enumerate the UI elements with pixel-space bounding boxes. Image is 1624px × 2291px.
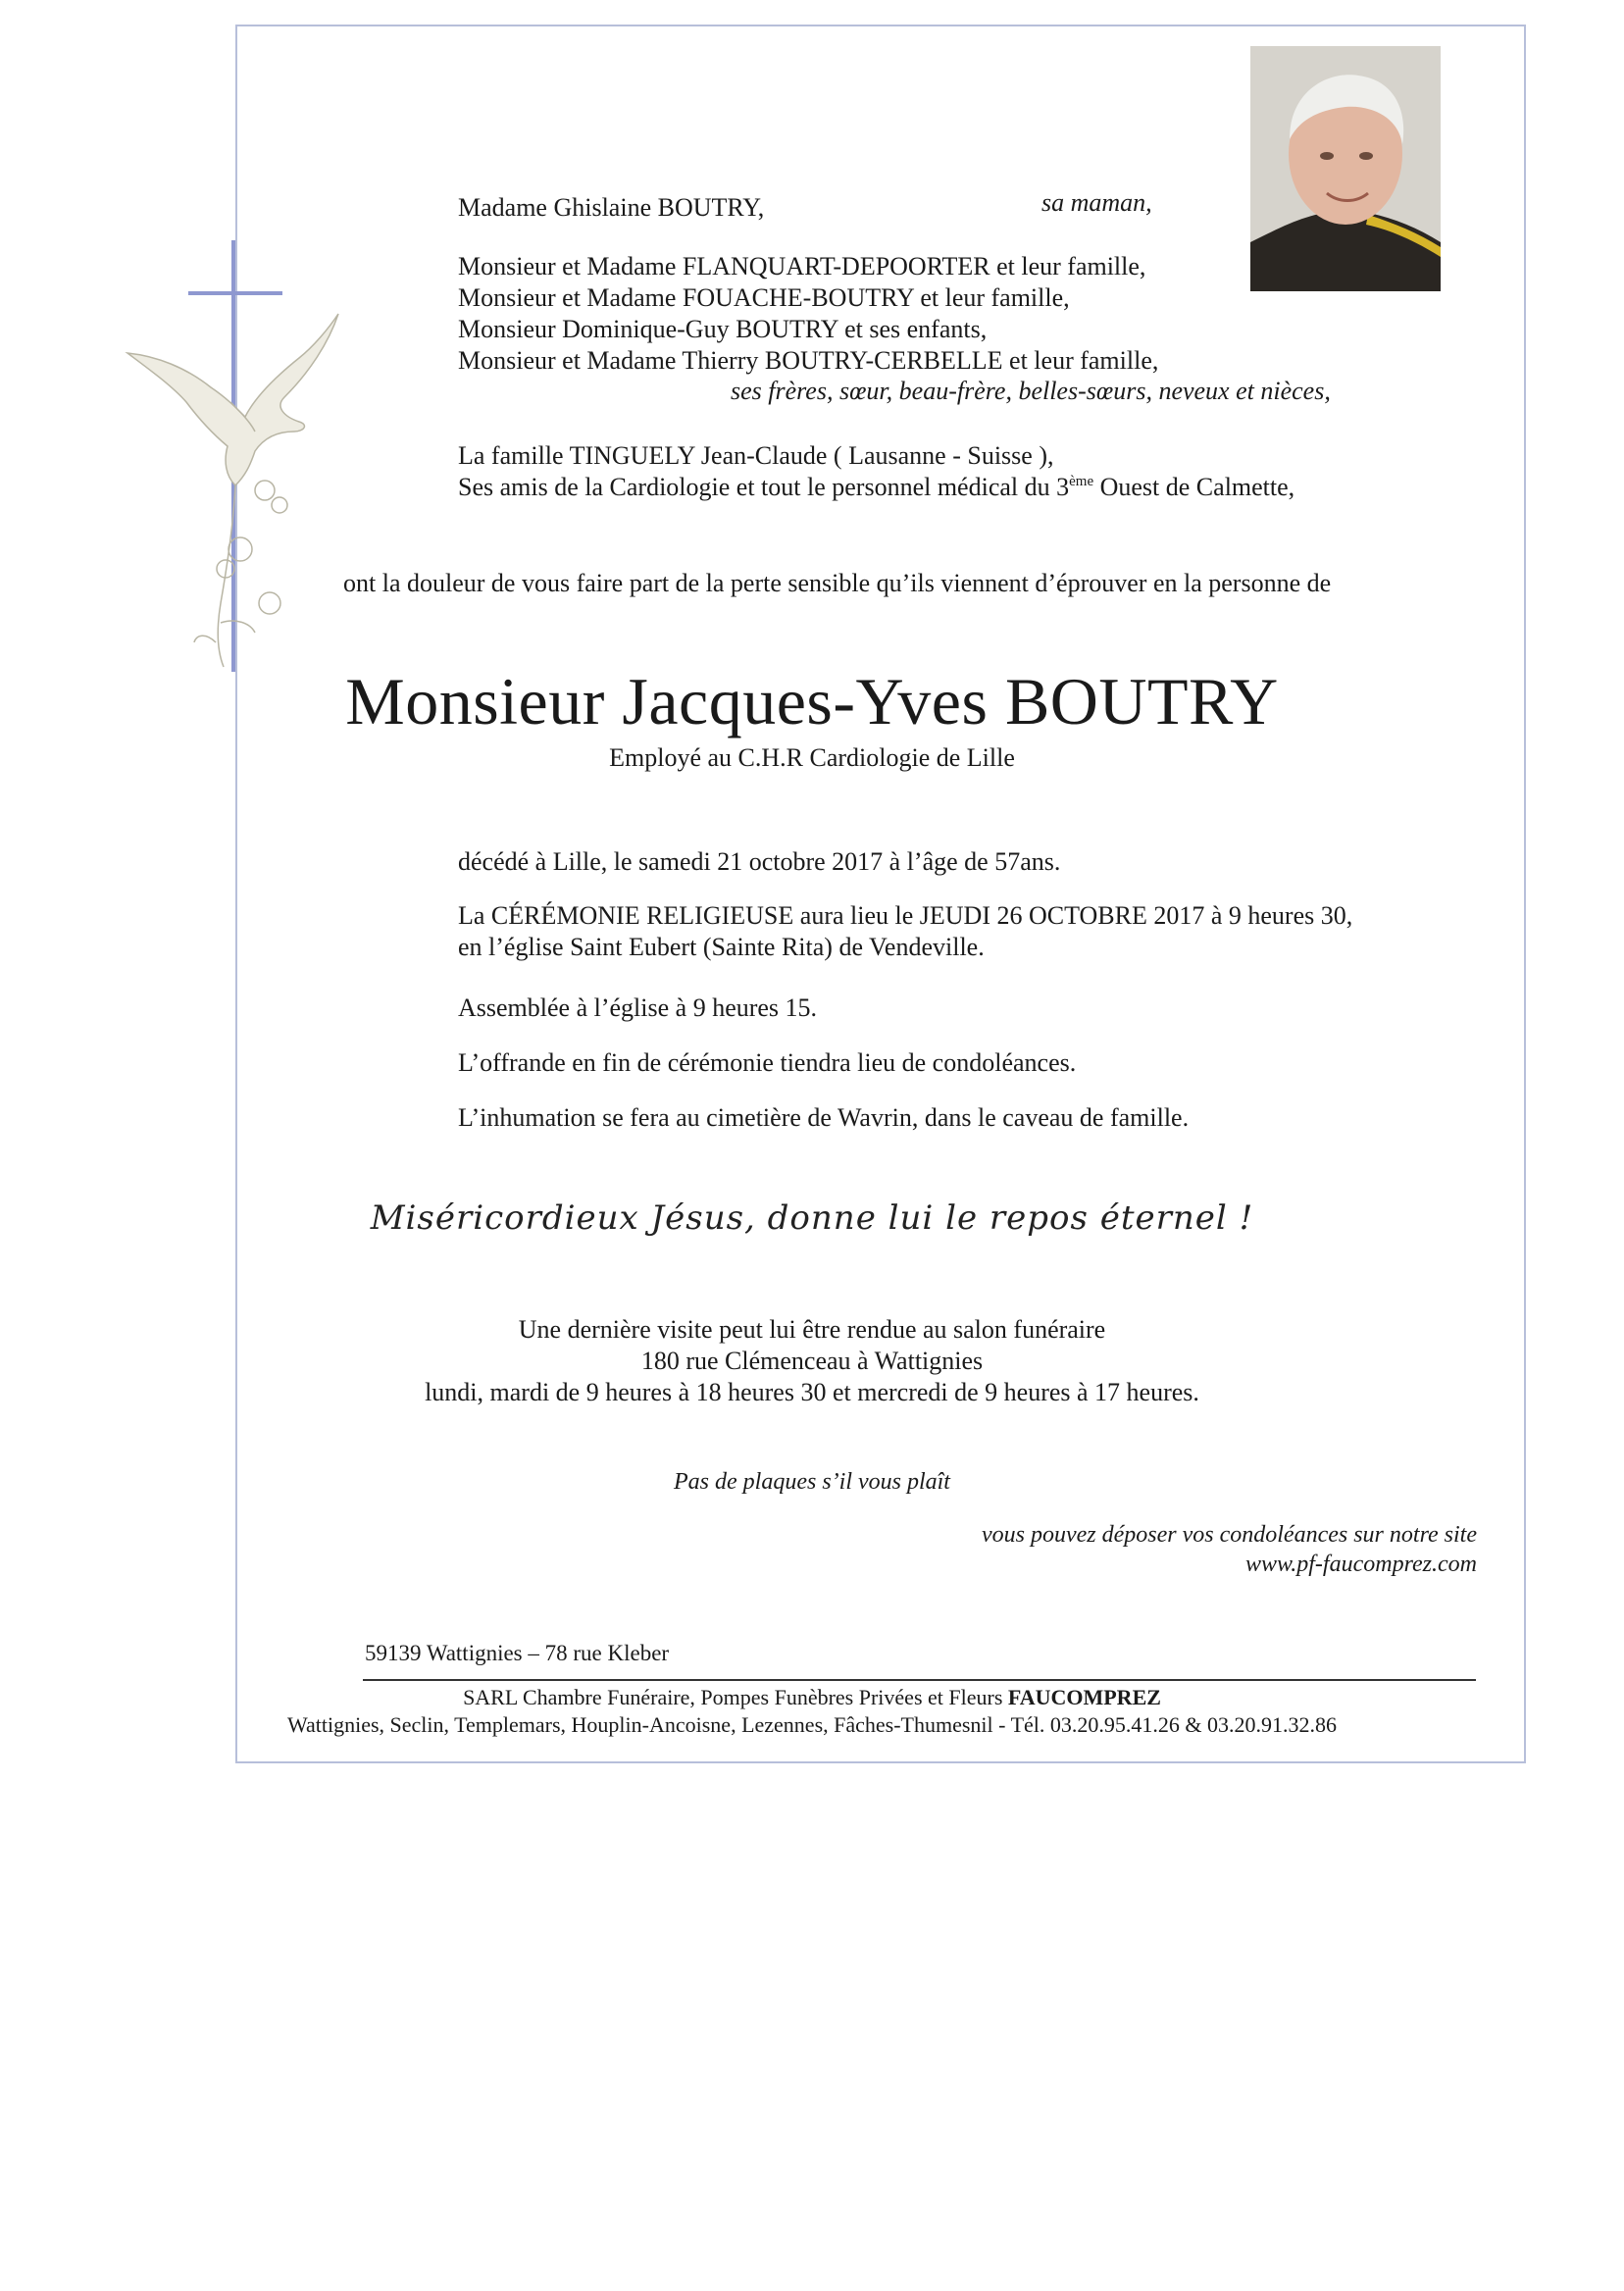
burial-notice: L’inhumation se fera au cimetière de Wavrin, dans le caveau de famille. <box>458 1103 1190 1132</box>
prayer-text: Miséricordieux Jésus, donne lui le repos éternel ! <box>370 1198 1254 1238</box>
assembly-notice: Assemblée à l’église à 9 heures 15. <box>458 993 818 1022</box>
deceased-name: Monsieur Jacques-Yves BOUTRY <box>345 664 1279 738</box>
company-description: SARL Chambre Funéraire, Pompes Funèbres Privées et Fleurs <box>463 1685 1008 1709</box>
ceremony-line: La CÉRÉMONIE RELIGIEUSE aura lieu le JEUDI 26 OCTOBRE 2017 à 9 heures 30, <box>458 901 1353 930</box>
funeral-home-address: 59139 Wattignies – 78 rue Kleber <box>365 1641 670 1665</box>
death-notice: décédé à Lille, le samedi 21 octobre 2017 à l’âge de 57ans. <box>458 847 1061 876</box>
cross-dove-illustration <box>118 230 353 682</box>
portrait-photo <box>1250 46 1441 291</box>
sibling-line: Monsieur et Madame FLANQUART-DEPOORTER et leur famille, <box>458 252 1146 280</box>
offering-notice: L’offrande en fin de cérémonie tiendra lieu de condoléances. <box>458 1048 1077 1077</box>
condolences-line: vous pouvez déposer vos condoléances sur notre site <box>981 1522 1477 1548</box>
announcement-text: ont la douleur de vous faire part de la perte sensible qu’ils viennent d’éprouver en la personne de <box>343 569 1332 597</box>
friends-line <box>458 472 1294 503</box>
no-plaques-notice: Pas de plaques s’il vous plaît <box>674 1469 950 1495</box>
sibling-line: Monsieur Dominique-Guy BOUTRY et ses enfants, <box>458 315 988 343</box>
cross-horizontal <box>188 291 282 295</box>
mother-relation: sa maman, <box>1041 188 1152 217</box>
flower-icon <box>194 481 287 667</box>
ceremony-line: en l’église Saint Eubert (Sainte Rita) de Vendeville. <box>458 933 985 961</box>
friends-line-text: Ses amis de la Cardiologie et tout le personnel médical du 3 <box>458 473 1070 501</box>
siblings-relation: ses frères, sœur, beau-frère, belles-sœurs, neveux et nièces, <box>731 377 1331 405</box>
mother-name: Madame Ghislaine BOUTRY, <box>458 193 765 222</box>
deceased-occupation: Employé au C.H.R Cardiologie de Lille <box>609 743 1015 772</box>
company-name: FAUCOMPREZ <box>1007 1685 1161 1709</box>
visit-line: lundi, mardi de 9 heures à 18 heures 30 et mercredi de 9 heures à 17 heures. <box>425 1378 1199 1406</box>
friends-line: La famille TINGUELY Jean-Claude ( Lausanne - Suisse ), <box>458 441 1054 470</box>
friends-line-text: Ouest de Calmette, <box>1093 473 1295 501</box>
visit-line: 180 rue Clémenceau à Wattignies <box>640 1347 984 1375</box>
footer-divider <box>363 1679 1476 1681</box>
sibling-line: Monsieur et Madame FOUACHE-BOUTRY et leur famille, <box>458 283 1070 312</box>
company-line <box>0 1684 1624 1711</box>
friends-line-superscript: ème <box>1069 474 1094 489</box>
sibling-line: Monsieur et Madame Thierry BOUTRY-CERBELLE et leur famille, <box>458 346 1159 375</box>
website-link[interactable]: www.pf-faucomprez.com <box>1245 1552 1477 1577</box>
company-locations: Wattignies, Seclin, Templemars, Houplin-Ancoisne, Lezennes, Fâches-Thumesnil - Tél. 03.20.95.41.26 & 03.20.91.32.86 <box>286 1712 1338 1737</box>
visit-line: Une dernière visite peut lui être rendue au salon funéraire <box>518 1315 1106 1344</box>
